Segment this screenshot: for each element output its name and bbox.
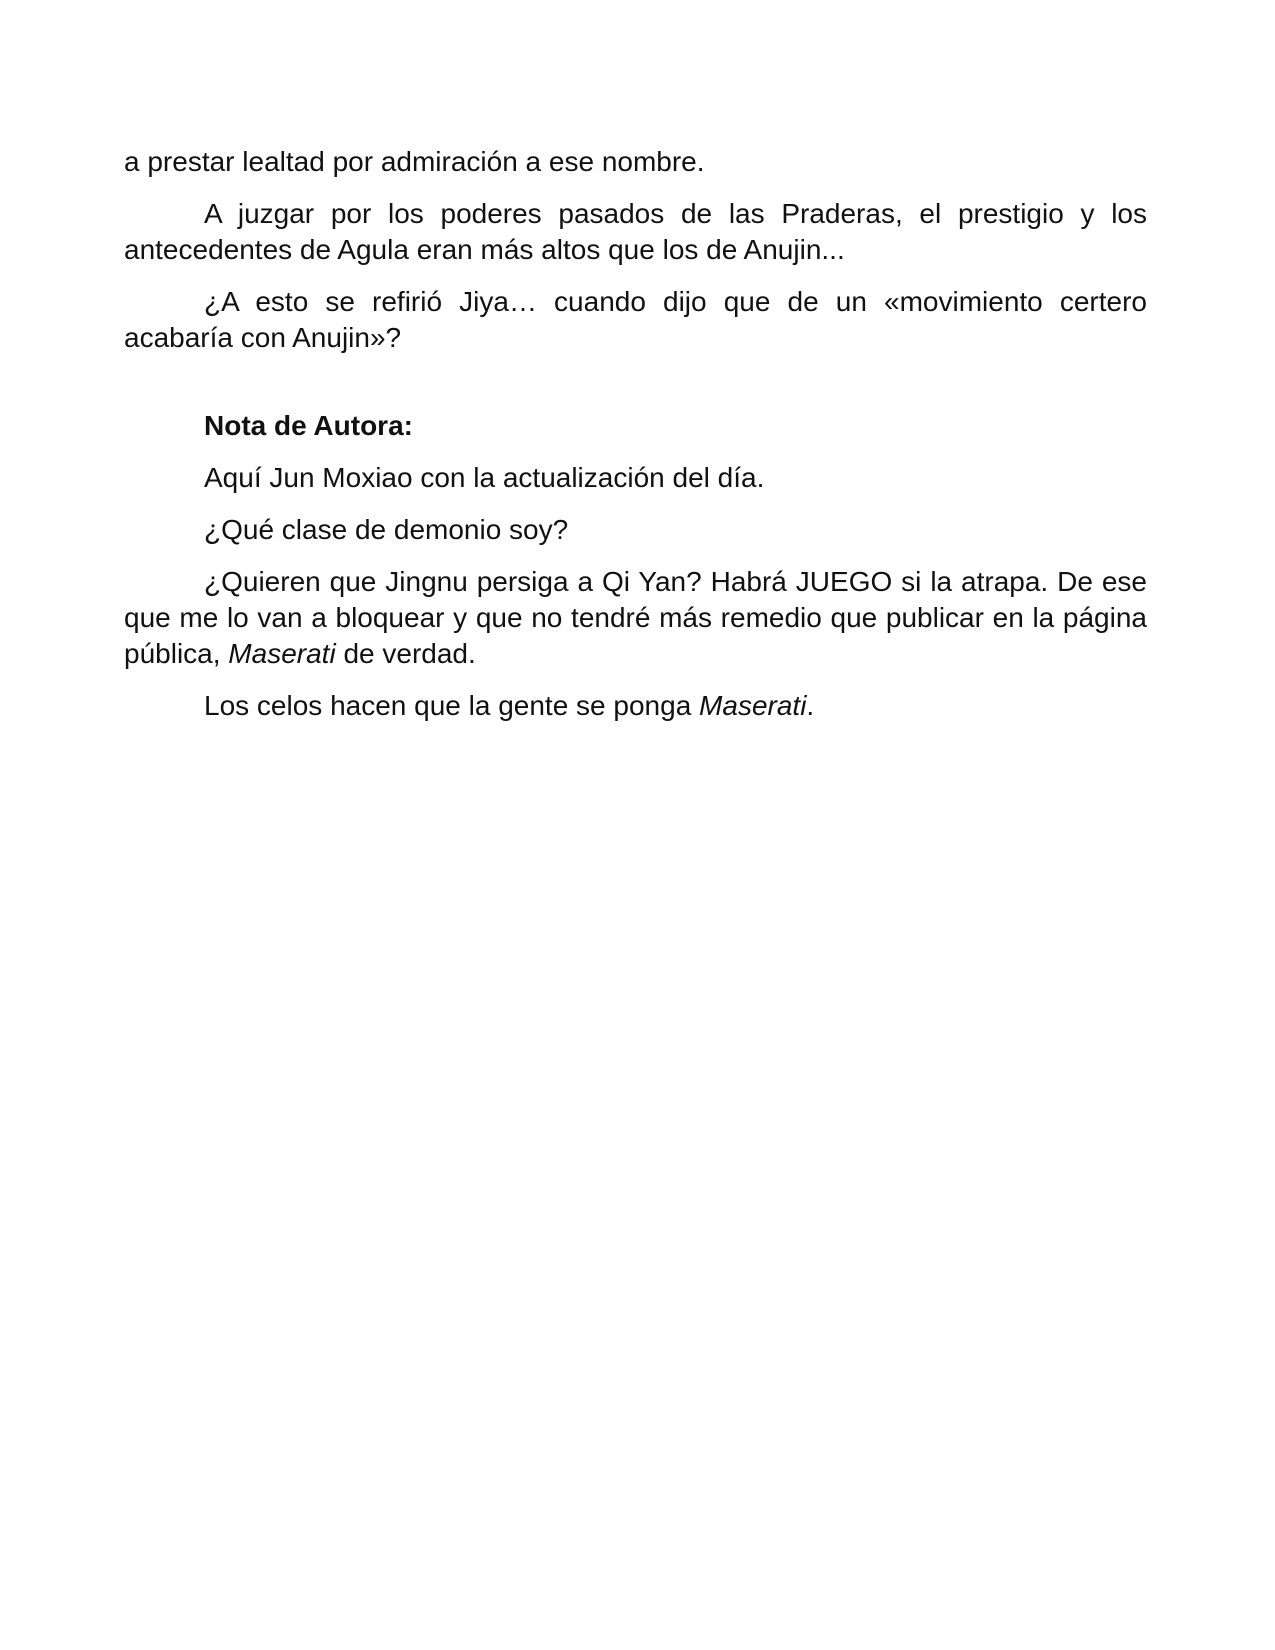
document-body [124,144,1147,740]
section-spacer [124,372,1147,408]
paragraph-1: a prestar lealtad por admiración a ese nombre. [124,146,705,177]
maserati-italic: Maserati [228,638,336,669]
paragraph-3: ¿A esto se refirió Jiya… cuando dijo que de un «movimiento certero acabaría con Anujin»? [124,286,1147,353]
author-note-line-3-text: ¿Quieren que Jingnu persiga a Qi Yan? Habrá JUEGO si la atrapa. De ese que me lo van a bloquear y que no tendré más remedio que publicar en la página pública, [124,566,1147,669]
maserati-italic: Maserati [699,690,807,721]
author-note-line-3-end: de verdad. [335,638,476,669]
author-note-line-4 [124,688,1147,724]
author-note-line-4-end: . [806,690,815,721]
author-note-line-3 [124,564,1147,672]
author-note-title: Nota de Autora: [204,410,413,441]
author-note-line-1: Aquí Jun Moxiao con la actualización del día. [204,462,765,493]
author-note-line-2: ¿Qué clase de demonio soy? [204,514,569,545]
author-note-line-4-text: Los celos hacen que la gente se ponga [204,690,700,721]
paragraph-2: A juzgar por los poderes pasados de las Praderas, el prestigio y los antecedentes de Agula eran más altos que los de Anujin... [124,198,1147,265]
